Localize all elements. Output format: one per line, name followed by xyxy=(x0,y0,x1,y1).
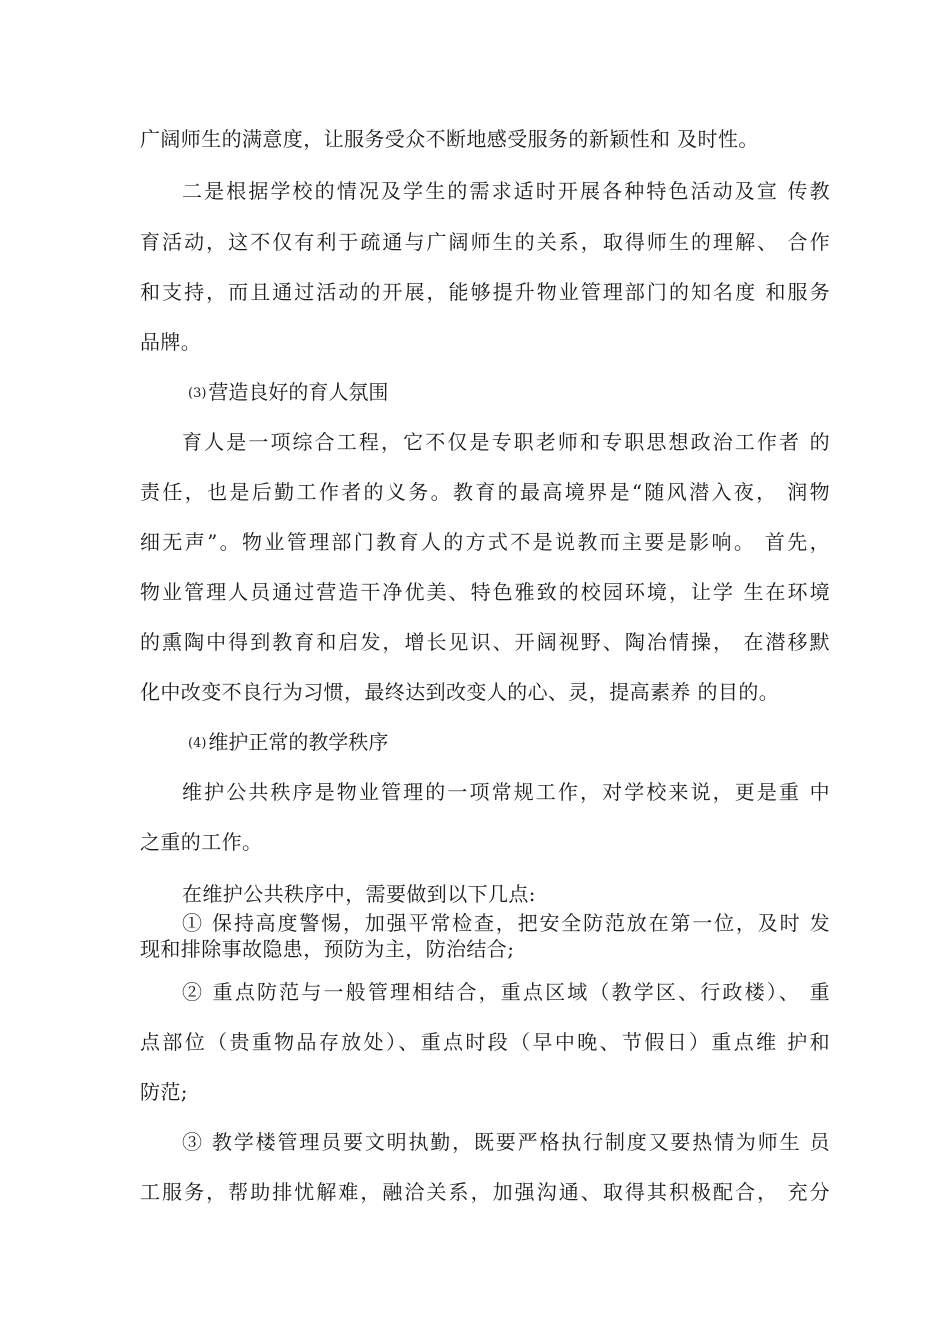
paragraph-line: 在维护公共秩序中，需要做到以下几点: xyxy=(182,882,536,906)
list-item-line: ③ 教学楼管理员要文明执勤，既要严格执行制度又要热情为师生 员 xyxy=(182,1130,830,1154)
list-item-line: ② 重点防范与一般管理相结合，重点区域（教学区、行政楼）、 重 xyxy=(182,980,830,1004)
paragraph-line: 物业管理人员通过营造干净优美、特色雅致的校园环境，让学 生在环境 xyxy=(140,580,830,604)
section-title: 营造良好的育人氛围 xyxy=(208,380,389,404)
paragraph-line: 广阔师生的满意度，让服务受众不断地感受服务的新颖性和 及时性。 xyxy=(140,127,759,151)
list-item-line: 点部位（贵重物品存放处）、重点时段（早中晚、节假日）重点维 护和 xyxy=(140,1030,830,1054)
list-item-line: 工服务，帮助排忧解难，融洽关系，加强沟通、取得其积极配合， 充分 xyxy=(140,1180,830,1204)
paragraph-line: 责任，也是后勤工作者的义务。教育的最高境界是“随风潜入夜， 润物 xyxy=(140,480,830,504)
paragraph-line: 育活动，这不仅有利于疏通与广阔师生的关系，取得师生的理解、 合作 xyxy=(140,230,830,254)
section-heading xyxy=(188,379,388,407)
section-heading xyxy=(188,729,388,757)
paragraph-line: 育人是一项综合工程，它不仅是专职老师和专职思想政治工作者 的 xyxy=(182,430,830,454)
paragraph-line: 化中改变不良行为习惯，最终达到改变人的心、灵，提高素养 的目的。 xyxy=(140,680,780,704)
section-number: (3) xyxy=(188,386,207,401)
paragraph-line: 之重的工作。 xyxy=(140,830,263,854)
paragraph-line: 细无声”。物业管理部门教育人的方式不是说教而主要是影响。 首先， xyxy=(140,530,830,554)
paragraph-line: 二是根据学校的情况及学生的需求适时开展各种特色活动及宣 传教 xyxy=(182,179,830,203)
paragraph-line: 维护公共秩序是物业管理的一项常规工作，对学校来说，更是重 中 xyxy=(182,780,830,804)
list-item-line: ① 保持高度警惕，加强平常检查，把安全防范放在第一位，及时 发 xyxy=(182,911,830,935)
paragraph-line: 和支持，而且通过活动的开展，能够提升物业管理部门的知名度 和服务 xyxy=(140,280,830,304)
list-item-line: 防范; xyxy=(140,1080,188,1104)
section-number: (4) xyxy=(188,736,207,751)
paragraph-line: 的熏陶中得到教育和启发，增长见识、开阔视野、陶冶情操， 在潜移默 xyxy=(140,630,830,654)
paragraph-line: 品牌。 xyxy=(140,330,202,354)
section-title: 维护正常的教学秩序 xyxy=(208,730,389,754)
list-item-line: 现和排除事故隐患，预防为主，防治结合; xyxy=(140,937,515,961)
